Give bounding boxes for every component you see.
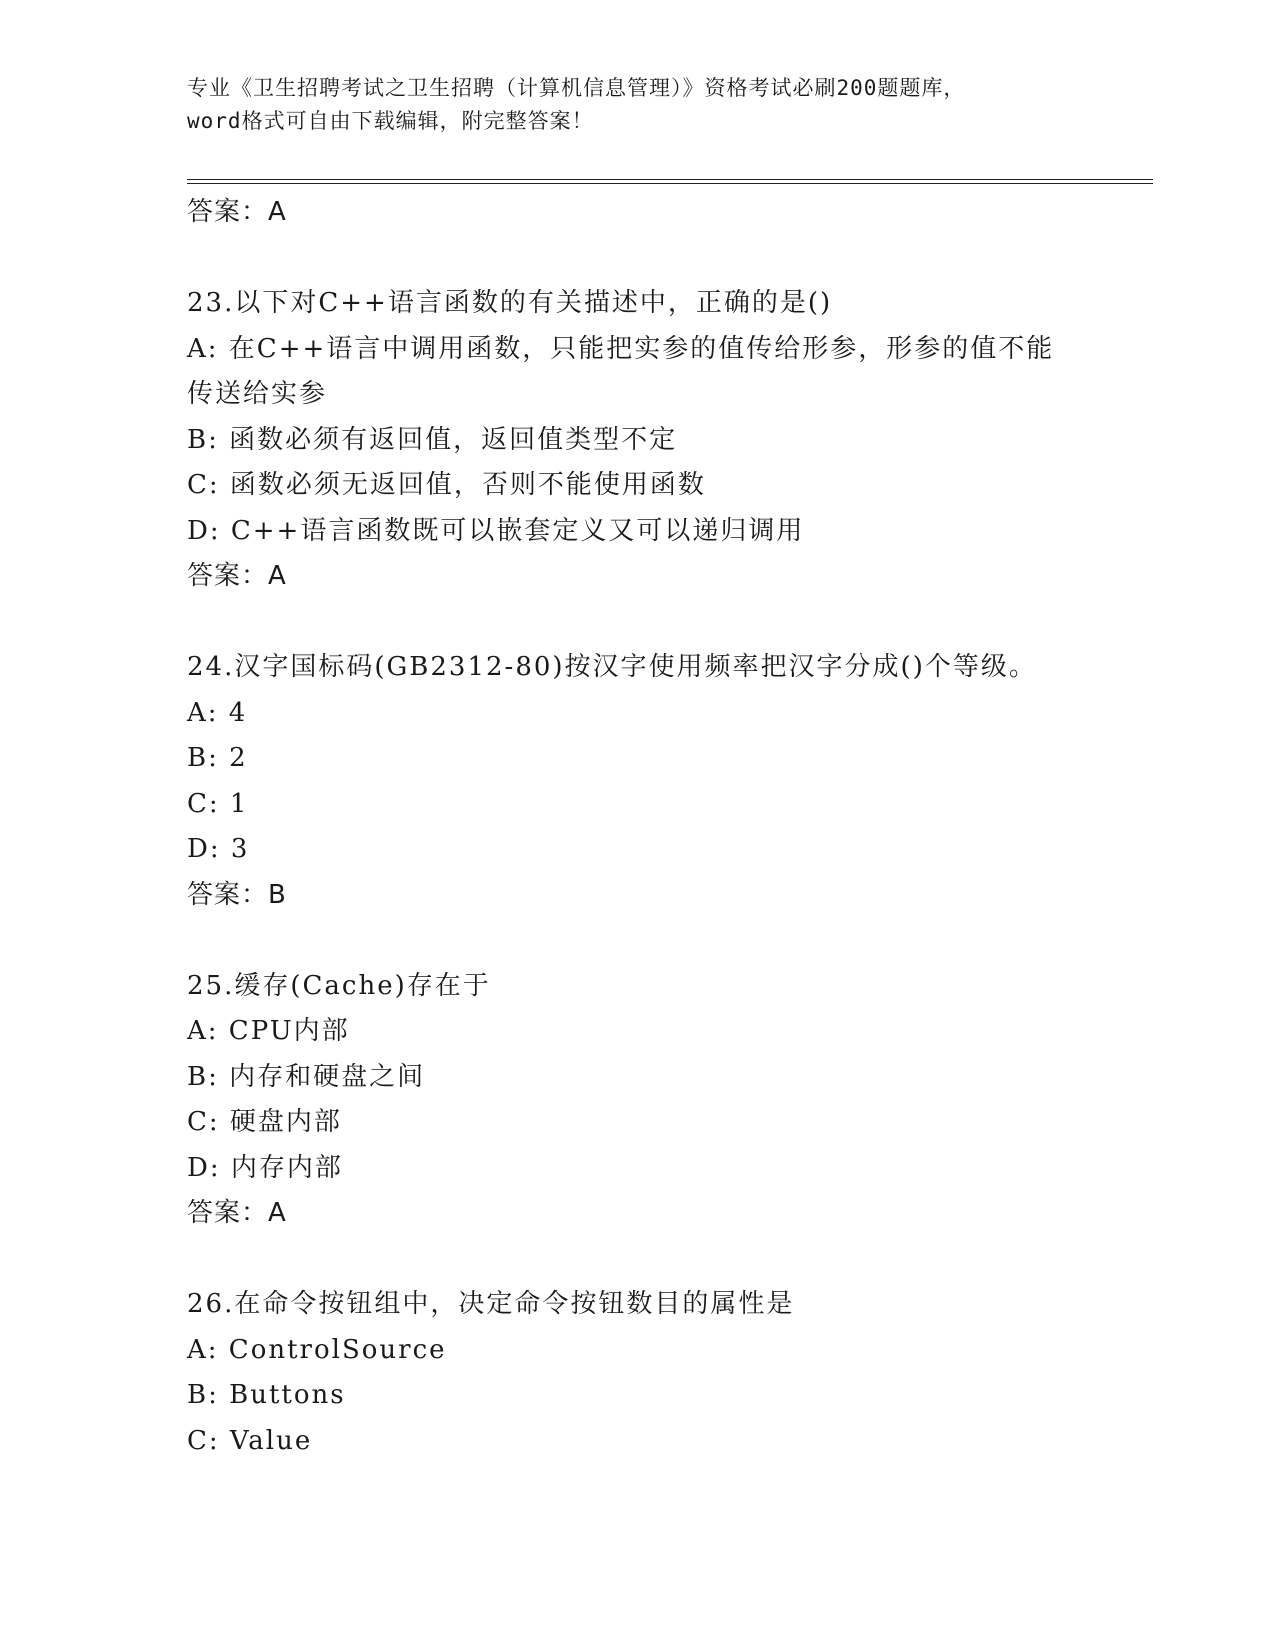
option-b: B: 内存和硬盘之间 [187, 1061, 426, 1092]
option-d: D: 内存内部 [187, 1152, 343, 1183]
option-c: C: 1 [187, 788, 249, 819]
header-title-line-1: 专业《卫生招聘考试之卫生招聘（计算机信息管理）》资格考试必刷200题题库， [187, 76, 966, 100]
option-c: C: 函数必须无返回值，否则不能使用函数 [187, 470, 706, 500]
question-list [187, 190, 1147, 1464]
question-stem: 26.在命令按钮组中，决定命令按钮数目的属性是 [187, 1289, 795, 1319]
spacer [187, 918, 1147, 964]
option-a: A: 4 [187, 697, 248, 728]
option-a: A: 在C++语言中调用函数，只能把实参的值传给形参，形参的值不能 [187, 333, 1055, 364]
header-divider-bottom [187, 183, 1153, 184]
spacer [187, 600, 1147, 646]
question-25 [187, 964, 1147, 1237]
question-23 [187, 281, 1147, 600]
previous-answer: 答案：A [187, 197, 287, 227]
option-c: C: 硬盘内部 [187, 1107, 342, 1137]
option-d: D: C++语言函数既可以嵌套定义又可以递归调用 [187, 515, 805, 546]
question-stem: 25.缓存(Cache)存在于 [187, 970, 491, 1001]
option-b: B: 函数必须有返回值，返回值类型不定 [187, 424, 678, 455]
option-a: A: ControlSource [187, 1334, 447, 1365]
option-b: B: 2 [187, 743, 248, 773]
answer: 答案：A [187, 1198, 287, 1228]
option-a: A: CPU内部 [187, 1016, 350, 1046]
answer: 答案：B [187, 879, 287, 910]
option-a-continued: 传送给实参 [187, 379, 328, 409]
option-c: C: Value [187, 1425, 313, 1456]
option-b: B: Buttons [187, 1380, 346, 1410]
header-title-line-2: word格式可自由下载编辑，附完整答案！ [187, 109, 594, 133]
spacer [187, 236, 1147, 282]
question-stem: 24.汉字国标码(GB2312-80)按汉字使用频率把汉字分成()个等级。 [187, 652, 1037, 682]
header-divider-top [187, 179, 1153, 180]
option-d: D: 3 [187, 834, 250, 864]
spacer [187, 1237, 1147, 1283]
page-header [187, 72, 1087, 138]
question-stem: 23.以下对C++语言函数的有关描述中，正确的是() [187, 288, 833, 318]
question-26 [187, 1282, 1147, 1464]
question-24 [187, 645, 1147, 918]
answer: 答案：A [187, 561, 287, 591]
